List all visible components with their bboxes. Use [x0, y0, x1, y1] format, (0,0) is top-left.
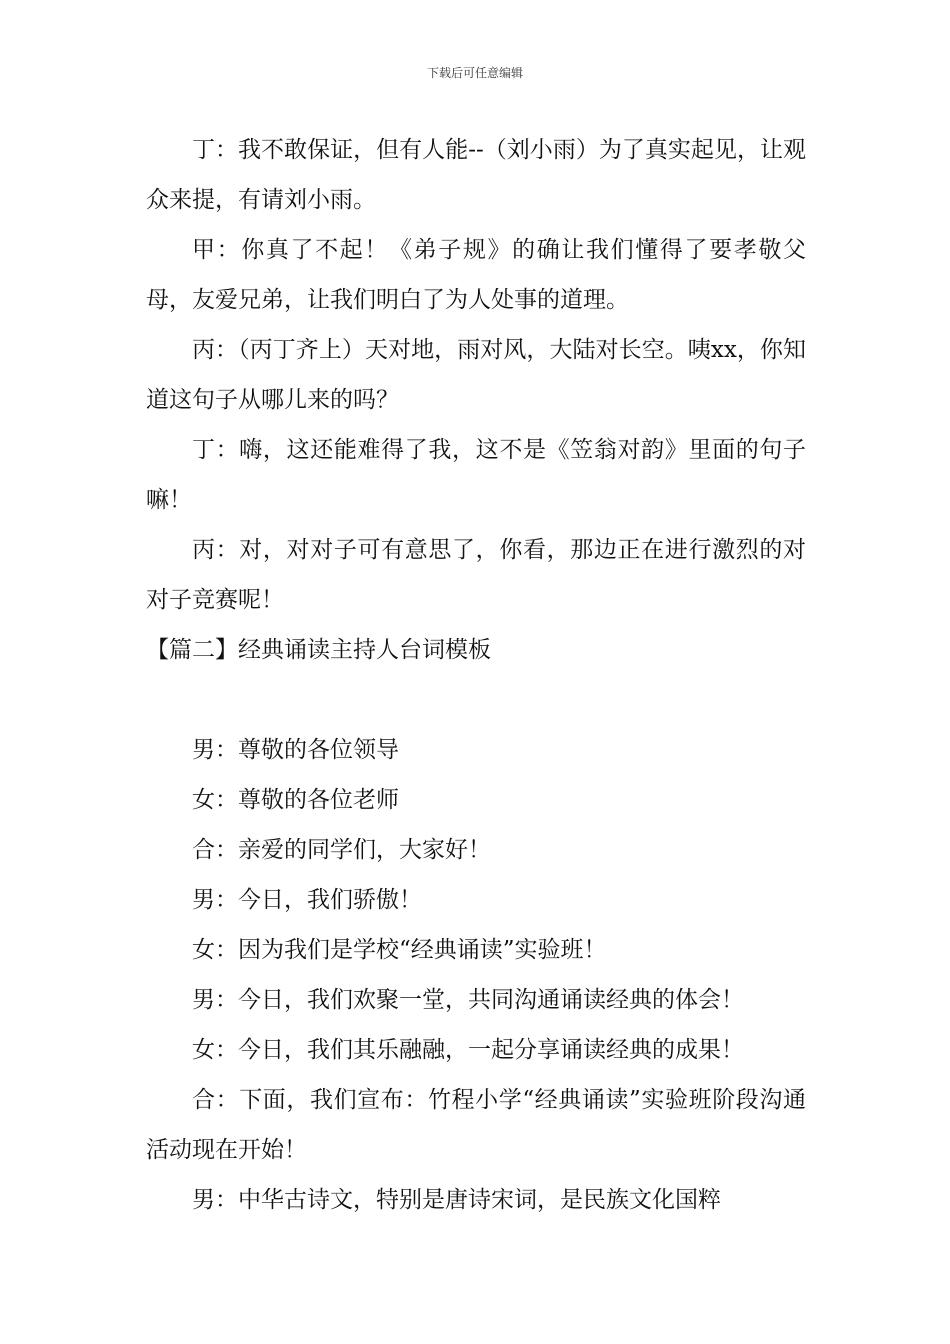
paragraph: 男：中华古诗文，特别是唐诗宋词，是民族文化国粹 [192, 1187, 721, 1213]
document-body [146, 125, 806, 1225]
paragraph: 丁：我不敢保证，但有人能--（刘小雨）为了真实起见，让观众来提，有请刘小雨。 [146, 137, 806, 213]
paragraph: 甲：你真了不起！《弟子规》的确让我们懂得了要孝敬父母，友爱兄弟，让我们明白了为人处事的道理。 [146, 237, 806, 313]
blank-line [146, 675, 806, 725]
paragraph: 女：尊敬的各位老师 [192, 787, 399, 813]
paragraph: 合：亲爱的同学们，大家好！ [192, 837, 491, 863]
paragraph: 丙：对，对对子可有意思了，你看，那边正在进行激烈的对对子竞赛呢！ [146, 537, 806, 613]
paragraph: 男：尊敬的各位领导 [192, 737, 399, 763]
paragraph: 丁：嗨，这还能难得了我，这不是《笠翁对韵》里面的句子嘛！ [146, 437, 806, 513]
paragraph: 男：今日，我们骄傲！ [192, 887, 422, 913]
section-heading: 【篇二】经典诵读主持人台词模板 [146, 637, 491, 663]
paragraph: 合：下面，我们宣布：竹程小学“经典诵读”实验班阶段沟通活动现在开始！ [146, 1087, 806, 1163]
page-header: 下载后可任意编辑 [426, 66, 523, 80]
paragraph: 女：今日，我们其乐融融，一起分享诵读经典的成果！ [192, 1037, 744, 1063]
paragraph: 女：因为我们是学校“经典诵读”实验班！ [192, 937, 607, 963]
paragraph: 丙：（丙丁齐上）天对地，雨对风，大陆对长空。咦xx，你知道这句子从哪儿来的吗？ [146, 337, 806, 413]
paragraph: 男：今日，我们欢聚一堂，共同沟通诵读经典的体会！ [192, 987, 744, 1013]
